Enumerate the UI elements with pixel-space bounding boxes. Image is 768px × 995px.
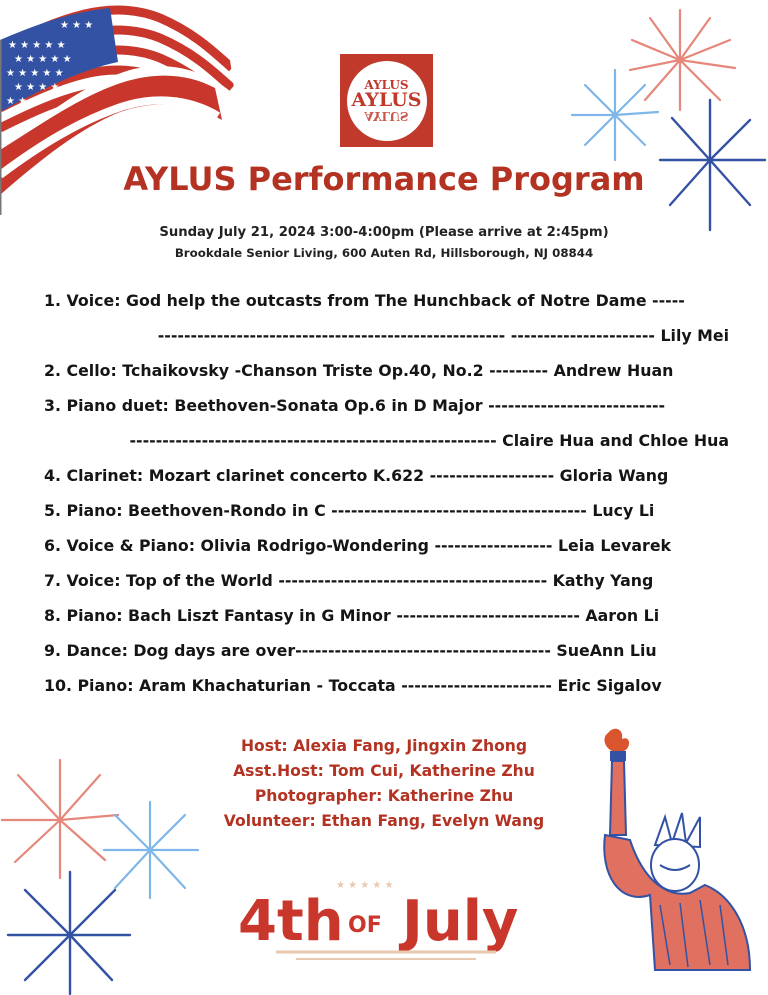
credits	[150, 734, 618, 834]
banner-4th: 4th	[238, 889, 344, 954]
aylus-logo	[340, 54, 433, 147]
program-line: 9. Dance: Dog days are over--------------------------------------- SueAnn Liu	[44, 641, 657, 660]
program-list	[44, 287, 729, 707]
program-line: 2. Cello: Tchaikovsky -Chanson Triste Op.40, No.2 --------- Andrew Huan	[44, 361, 674, 380]
svg-text:★ ★ ★: ★ ★ ★	[60, 20, 94, 31]
logo-main-text: AYLUS	[351, 89, 422, 111]
svg-text:★ ★ ★ ★ ★: ★ ★ ★ ★ ★	[336, 880, 394, 891]
program-line: 3. Piano duet: Beethoven-Sonata Op.6 in D Major ---------------------------	[44, 396, 666, 415]
program-line: 10. Piano: Aram Khachaturian - Toccata ----------------------- Eric Sigalov	[44, 676, 662, 695]
asst-host-credit: Asst.Host: Tom Cui, Katherine Zhu	[233, 762, 535, 780]
fireworks-icon	[560, 0, 768, 240]
program-line: 7. Voice: Top of the World ----------------------------------------- Kathy Yang	[44, 571, 654, 590]
event-venue: Brookdale Senior Living, 600 Auten Rd, Hillsborough, NJ 08844	[174, 246, 594, 260]
logo-seal	[347, 61, 427, 141]
host-credit: Host: Alexia Fang, Jingxin Zhong	[240, 737, 528, 755]
svg-text:★ ★ ★ ★: ★ ★ ★ ★	[14, 82, 60, 93]
event-date: Sunday July 21, 2024 3:00-4:00pm (Please arrive at 2:45pm)	[159, 225, 609, 240]
photographer-credit: Photographer: Katherine Zhu	[254, 787, 514, 805]
program-line: -------------------------------------------------------- Claire Hua and Chloe Hua	[129, 431, 729, 450]
program-line: 8. Piano: Bach Liszt Fantasy in G Minor ---------------------------- Aaron Li	[44, 606, 660, 625]
logo-top-text: AYLUS	[364, 78, 409, 92]
program-line: 6. Voice & Piano: Olivia Rodrigo-Wondering ------------------ Leia Levarek	[44, 536, 672, 555]
program-line: 5. Piano: Beethoven-Rondo in C --------------------------------------- Lucy Li	[44, 501, 655, 520]
program-line: ----------------------------------------------------- ---------------------- Lily Mei	[157, 326, 729, 345]
svg-text:★ ★ ★: ★ ★ ★	[6, 96, 40, 107]
program-line: 1. Voice: God help the outcasts from The Hunchback of Notre Dame -----	[44, 291, 685, 310]
fourth-of-july-banner	[236, 872, 536, 962]
logo-bottom-text: AYLUS	[364, 109, 409, 123]
banner-of: OF	[348, 913, 382, 938]
program-line: 4. Clarinet: Mozart clarinet concerto K.622 ------------------- Gloria Wang	[44, 466, 669, 485]
svg-text:★ ★ ★ ★ ★: ★ ★ ★ ★ ★	[14, 54, 72, 65]
page-title: AYLUS Performance Program	[123, 160, 645, 198]
svg-text:★ ★ ★ ★ ★: ★ ★ ★ ★ ★	[8, 40, 66, 51]
volunteer-credit: Volunteer: Ethan Fang, Evelyn Wang	[223, 812, 545, 830]
svg-text:★ ★ ★ ★ ★: ★ ★ ★ ★ ★	[6, 68, 64, 79]
banner-july: July	[402, 889, 519, 954]
